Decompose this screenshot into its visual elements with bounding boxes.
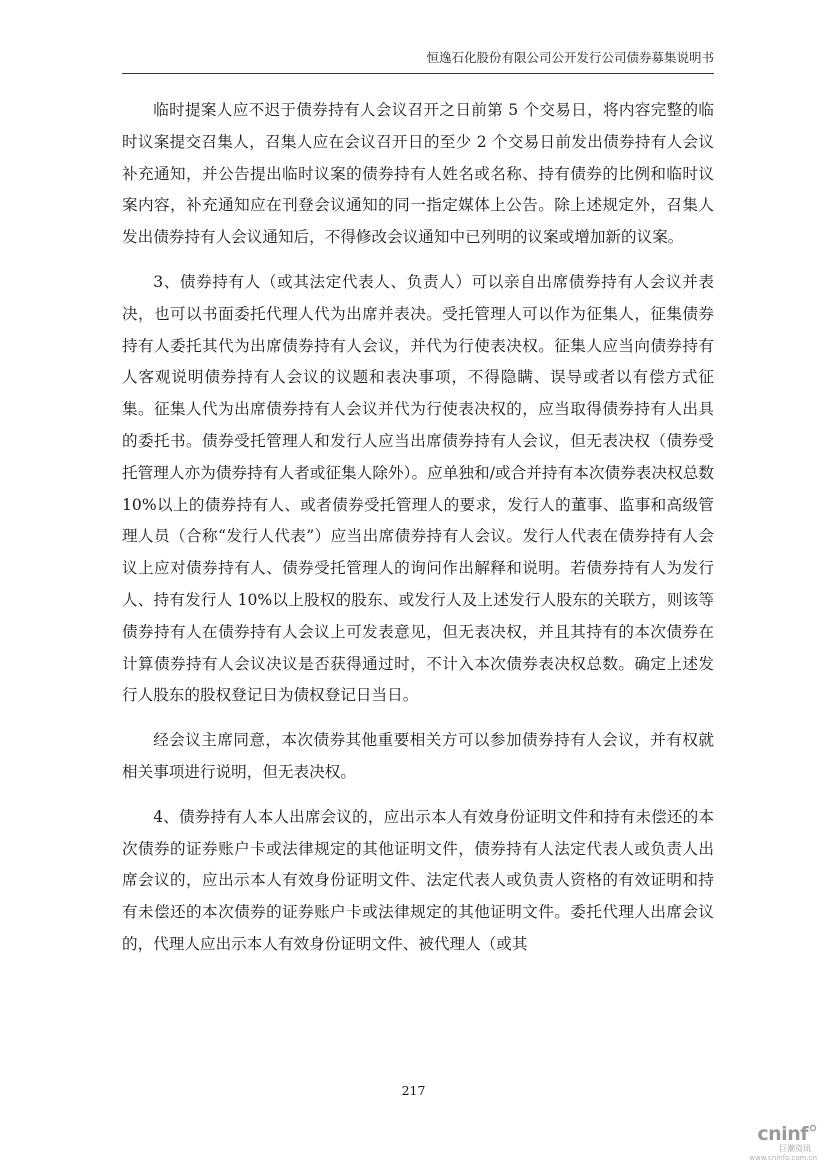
logo-url: www.cninfo.com.cn [749,1154,817,1162]
paragraph: 临时提案人应不迟于债券持有人会议召开之日前第 5 个交易日，将内容完整的临时议案提交召集人，召集人应在会议召开日的至少 2 个交易日前发出债券持有人会议补充通知，并公告提出临时议案的债券持有人姓名或名称、持有债券的比例和临时议案内容，补充通知应在刊登会议通知的同一指定媒体上公告。除上述规定外，召集人发出债券持有人会议通知后，不得修改会议通知中已列明的议案或增加新的议案。 [122,101,714,247]
logo-mark-icon [809,1124,817,1132]
logo-chinese-name: 巨潮资讯 [779,1144,811,1153]
logo-brand: cninf [737,1124,817,1144]
cninfo-logo [737,1124,817,1163]
paragraph: 3、债券持有人（或其法定代表人、负责人）可以亲自出席债券持有人会议并表决，也可以书面委托代理人代为出席并表决。受托管理人可以作为征集人，征集债券持有人委托其代为出席债券持有人会议，并代为行使表决权。征集人应当向债券持有人客观说明债券持有人会议的议题和表决事项，不得隐瞒、误导或者以有偿方式征集。征集人代为出席债券持有人会议并代为行使表决权的，应当取得债券持有人出具的委托书。债券受托管理人和发行人应当出席债券持有人会议，但无表决权（债券受托管理人亦为债券持有人者或征集人除外）。应单独和/或合并持有本次债券表决权总数 10%以上的债券持有人、或者债券受托管理人的要求，发行人的董事、监事和高级管理人员（合称“发行人代表”）应当出席债券持有人会议。发行人代表在债券持有人会议上应对债券持有人、债券受托管理人的询问作出解释和说明。若债券持有人为发行人、持有发行人 10%以上股权的股东、或发行人及上述发行人股东的关联方，则该等债券持有人在债券持有人会议上可发表意见，但无表决权，并且其持有的本次债券在计算债券持有人会议决议是否获得通过时，不计入本次债券表决权总数。确定上述发行人股东的股权登记日为债权登记日当日。 [122,272,714,705]
paragraph: 经会议主席同意，本次债券其他重要相关方可以参加债券持有人会议，并有权就相关事项进行说明，但无表决权。 [122,731,714,781]
document-header: 恒逸石化股份有限公司公开发行公司债券募集说明书 [426,50,714,65]
document-body [122,95,714,974]
paragraph: 4、债券持有人本人出席会议的，应出示本人有效身份证明文件和持有未偿还的本次债券的证券账户卡或法律规定的其他证明文件，债券持有人法定代表人或负责人出席会议的，应出示本人有效身份证明文件、法定代表人或负责人资格的有效证明和持有未偿还的本次债券的证券账户卡或法律规定的其他证明文件。委托代理人出席会议的，代理人应出示本人有效身份证明文件、被代理人（或其 [122,807,714,953]
page-number: 217 [401,1083,426,1098]
header-divider [122,73,714,74]
